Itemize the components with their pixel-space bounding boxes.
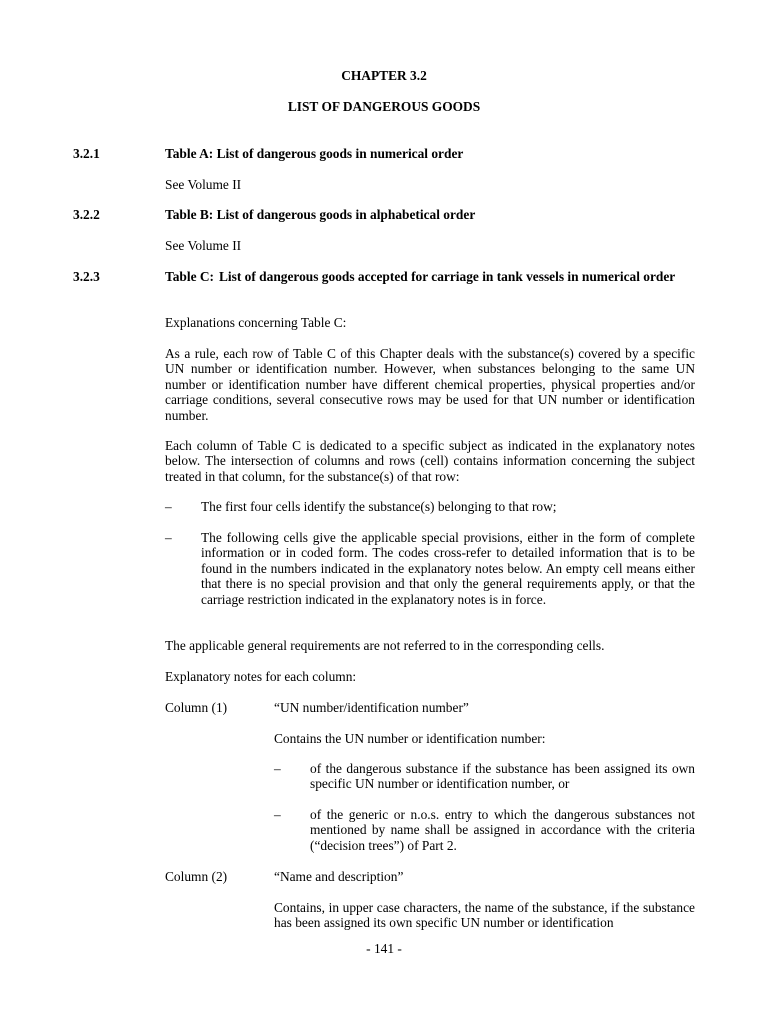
item-text: of the dangerous substance if the substance has been assigned its own specific UN number or identification number, or <box>310 761 695 792</box>
item-dash: – <box>274 807 281 822</box>
section-number: 3.2.2 <box>73 207 100 222</box>
section-reference: See Volume II <box>165 177 242 192</box>
bullet-dash: – <box>165 530 172 545</box>
bullet-dash: – <box>165 499 172 514</box>
section-number: 3.2.1 <box>73 146 100 161</box>
section-heading: List of dangerous goods accepted for carriage in tank vessels in numerical order <box>219 269 676 284</box>
chapter-heading: CHAPTER 3.2 <box>341 68 427 83</box>
bullet-text: The first four cells identify the substance(s) belonging to that row; <box>201 499 557 514</box>
explanations-title: Explanations concerning Table C: <box>165 315 347 330</box>
paragraph: The applicable general requirements are not referred to in the corresponding cells. <box>165 638 605 653</box>
page-number: - 141 - <box>366 941 402 956</box>
section-heading: Table A: List of dangerous goods in numerical order <box>165 146 464 161</box>
column-label: Column (1) <box>165 700 228 715</box>
section-number: 3.2.3 <box>73 269 100 284</box>
paragraph: Each column of Table C is dedicated to a specific subject as indicated in the explanatory notes below. The intersection of columns and rows (cell) contains information concerning the subject treated in that column, for the substance(s) of that row: <box>165 438 695 484</box>
column-title: “UN number/identification number” <box>274 700 469 715</box>
column-text: Contains, in upper case characters, the name of the substance, if the substance has been assigned its own specific UN number or identification <box>274 900 695 931</box>
column-intro: Contains the UN number or identification number: <box>274 731 546 746</box>
item-dash: – <box>274 761 281 776</box>
section-heading: Table B: List of dangerous goods in alphabetical order <box>165 207 476 222</box>
column-title: “Name and description” <box>274 869 404 884</box>
section-reference: See Volume II <box>165 238 242 253</box>
section-heading-label: Table C: <box>165 269 214 284</box>
notes-title: Explanatory notes for each column: <box>165 669 357 684</box>
item-text: of the generic or n.o.s. entry to which the dangerous substances not mentioned by name shall be assigned in accordance with the criteria (“decision trees”) of Part 2. <box>310 807 695 853</box>
bullet-text: The following cells give the applicable special provisions, either in the form of complete information or in coded form. The codes cross-refer to detailed information that is to be found in the numbers indicated in the explanatory notes below. An empty cell means either that there is no special provision and that only the general requirements apply, or that the carriage restriction indicated in the explanatory notes is in force. <box>201 530 695 607</box>
paragraph: As a rule, each row of Table C of this Chapter deals with the substance(s) covered by a specific UN number or identification number. However, when substances belonging to the same UN number or identification number have different chemical properties, physical properties and/or carriage conditions, several consecutive rows may be used for that UN number or identification number. <box>165 346 695 423</box>
chapter-title: LIST OF DANGEROUS GOODS <box>287 99 481 114</box>
column-label: Column (2) <box>165 869 228 884</box>
